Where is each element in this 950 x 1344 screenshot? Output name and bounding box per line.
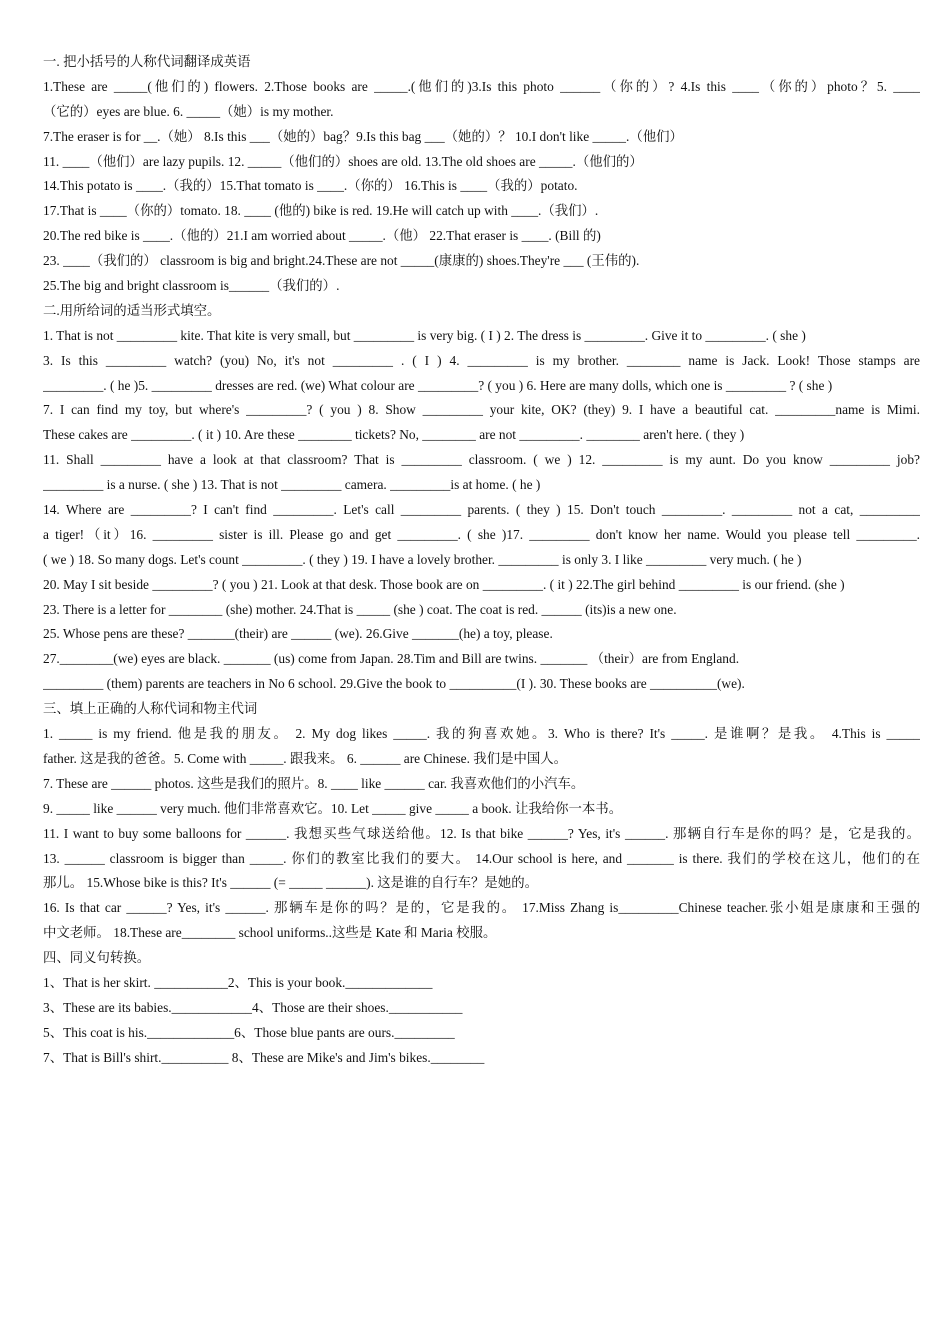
worksheet: [43, 50, 920, 1071]
worksheet-line: 7、That is Bill's shirt.__________ 8、These are Mike's and Jim's bikes.________: [43, 1049, 485, 1065]
worksheet-line: 27.________(we) eyes are black. _______ (us) come from Japan. 28.Tim and Bill are twins. _______ （their）are from England.: [43, 651, 740, 667]
worksheet-line: 11. I want to buy some balloons for ______. 我想买些气球送给他。12. Is that bike ______? Yes, it's ______. 那辆自行车是你的吗？是，它是我的。: [43, 825, 920, 841]
worksheet-line: 23. There is a letter for ________ (she) mother. 24.That is _____ (she ) coat. The coat is red. ______ (its)is a new one.: [43, 601, 677, 617]
worksheet-line: 三、填上正确的人称代词和物主代词: [43, 701, 258, 717]
worksheet-line: 1. That is not _________ kite. That kite is very small, but _________ is very big. ( I ) 2. The dress is _________. Give it to _________. ( she ): [43, 327, 806, 343]
worksheet-line: 1. _____ is my friend. 他是我的朋友。 2. My dog likes _____. 我的狗喜欢她。3. Who is there? It's _____. 是谁啊？是我。 4.This is _____: [43, 726, 920, 742]
worksheet-line: 3、These are its babies.____________4、Those are their shoes.___________: [43, 999, 463, 1015]
worksheet-line: 二.用所给词的适当形式填空。: [43, 302, 221, 318]
worksheet-line: 7. I can find my toy, but where's _________? ( you ) 8. Show _________ your kite, OK? (they) 9. I have a beautiful cat. _________name is Mimi.: [43, 402, 920, 418]
worksheet-line: 11. Shall _________ have a look at that classroom? That is _________ classroom. ( we ) 12. _________ is my aunt. Do you know _________ job?: [43, 452, 920, 468]
worksheet-line: 那儿。 15.Whose bike is this? It's ______ (= _____ ______). 这是谁的自行车？是她的。: [43, 875, 538, 891]
worksheet-line: 13. ______ classroom is bigger than _____. 你们的教室比我们的要大。 14.Our school is here, and _______ is there. 我们的学校在这儿，他们的在: [43, 850, 920, 866]
worksheet-line: 20. May I sit beside _________? ( you ) 21. Look at that desk. Those book are on _________. ( it ) 22.The girl behind _________ is our friend. (she ): [43, 576, 845, 592]
worksheet-line: _________ is a nurse. ( she ) 13. That is not _________ camera. _________is at home. ( he ): [43, 477, 541, 493]
worksheet-line: 14.This potato is ____.（我的）15.That tomato is ____.（你的） 16.This is ____（我的）potato.: [43, 178, 578, 194]
worksheet-line: These cakes are _________. ( it ) 10. Are these ________ tickets? No, ________ are not _________. ________ aren't here. ( they ): [43, 427, 745, 443]
worksheet-line: 11. ____（他们）are lazy pupils. 12. _____（他们的）shoes are old. 13.The old shoes are _____.（他们的）: [43, 153, 643, 169]
worksheet-line: 1.These are _____(他们的) flowers. 2.Those books are _____.(他们的)3.Is this photo ______（你的）? 4.Is this ____（你的）photo？5. ____: [43, 78, 920, 94]
worksheet-line: father. 这是我的爸爸。5. Come with _____. 跟我来。 6. ______ are Chinese. 我们是中国人。: [43, 750, 568, 766]
worksheet-line: 9. _____ like ______ very much. 他们非常喜欢它。10. Let _____ give _____ a book. 让我给你一本书。: [43, 800, 623, 816]
worksheet-line: 20.The red bike is ____.（他的）21.I am worried about _____.（他） 22.That eraser is ____. (Bill 的): [43, 228, 601, 244]
worksheet-line: 5、This coat is his._____________6、Those blue pants are ours._________: [43, 1024, 455, 1040]
worksheet-line: _________ (them) parents are teachers in No 6 school. 29.Give the book to __________(I ). 30. These books are __________(we).: [43, 676, 745, 692]
worksheet-line: 1、That is her skirt. ___________2、This is your book._____________: [43, 974, 433, 990]
worksheet-line: a tiger!（it）16. _________ sister is ill. Please go and get _________. ( she )17. _________ don't know her name. Would you please tell _________.: [43, 526, 920, 542]
worksheet-line: 17.That is ____（你的）tomato. 18. ____ (他的) bike is red. 19.He will catch up with ____.（我们）.: [43, 203, 599, 219]
worksheet-line: 23. ____（我们的） classroom is big and bright.24.These are not _____(康康的) shoes.They're ___ (王伟的).: [43, 253, 640, 269]
worksheet-line: 7. These are ______ photos. 这些是我们的照片。8. ____ like ______ car. 我喜欢他们的小汽车。: [43, 775, 585, 791]
worksheet-line: （它的）eyes are blue. 6. _____（她）is my mother.: [43, 103, 334, 119]
worksheet-line: 3. Is this _________ watch? (you) No, it's not _________ . ( I ) 4. _________ is my brother. ________ name is Jack. Look! Those stamps are: [43, 352, 920, 368]
worksheet-line: _________. ( he )5. _________ dresses are red. (we) What colour are _________? ( you ) 6. Here are many dolls, which one is _________ ? ( she ): [43, 377, 833, 393]
worksheet-line: 25.The big and bright classroom is______（我们的）.: [43, 278, 340, 294]
worksheet-line: 7.The eraser is for __.（她） 8.Is this ___（她的）bag？9.Is this bag ___（她的）？ 10.I don't like _____.（他们）: [43, 128, 683, 144]
worksheet-line: 16. Is that car ______? Yes, it's ______. 那辆车是你的吗？是的，它是我的。 17.Miss Zhang is_________Chinese teacher.张小姐是康康和王强的: [43, 900, 920, 916]
worksheet-line: 四、同义句转换。: [43, 950, 151, 966]
worksheet-line: 14. Where are _________? I can't find _________. Let's call _________ parents. ( they ) 15. Don't touch _________. _________ not a cat, _________: [43, 502, 920, 518]
worksheet-line: 25. Whose pens are these? _______(their) are ______ (we). 26.Give _______(he) a toy, please.: [43, 626, 553, 642]
worksheet-line: 中文老师。 18.These are________ school uniforms..这些是 Kate 和 Maria 校服。: [43, 925, 497, 941]
worksheet-line: ( we ) 18. So many dogs. Let's count _________. ( they ) 19. I have a lovely brother. _________ is only 3. I like _________ very much. ( he ): [43, 551, 802, 567]
worksheet-line: 一. 把小括号的人称代词翻译成英语: [43, 54, 251, 69]
